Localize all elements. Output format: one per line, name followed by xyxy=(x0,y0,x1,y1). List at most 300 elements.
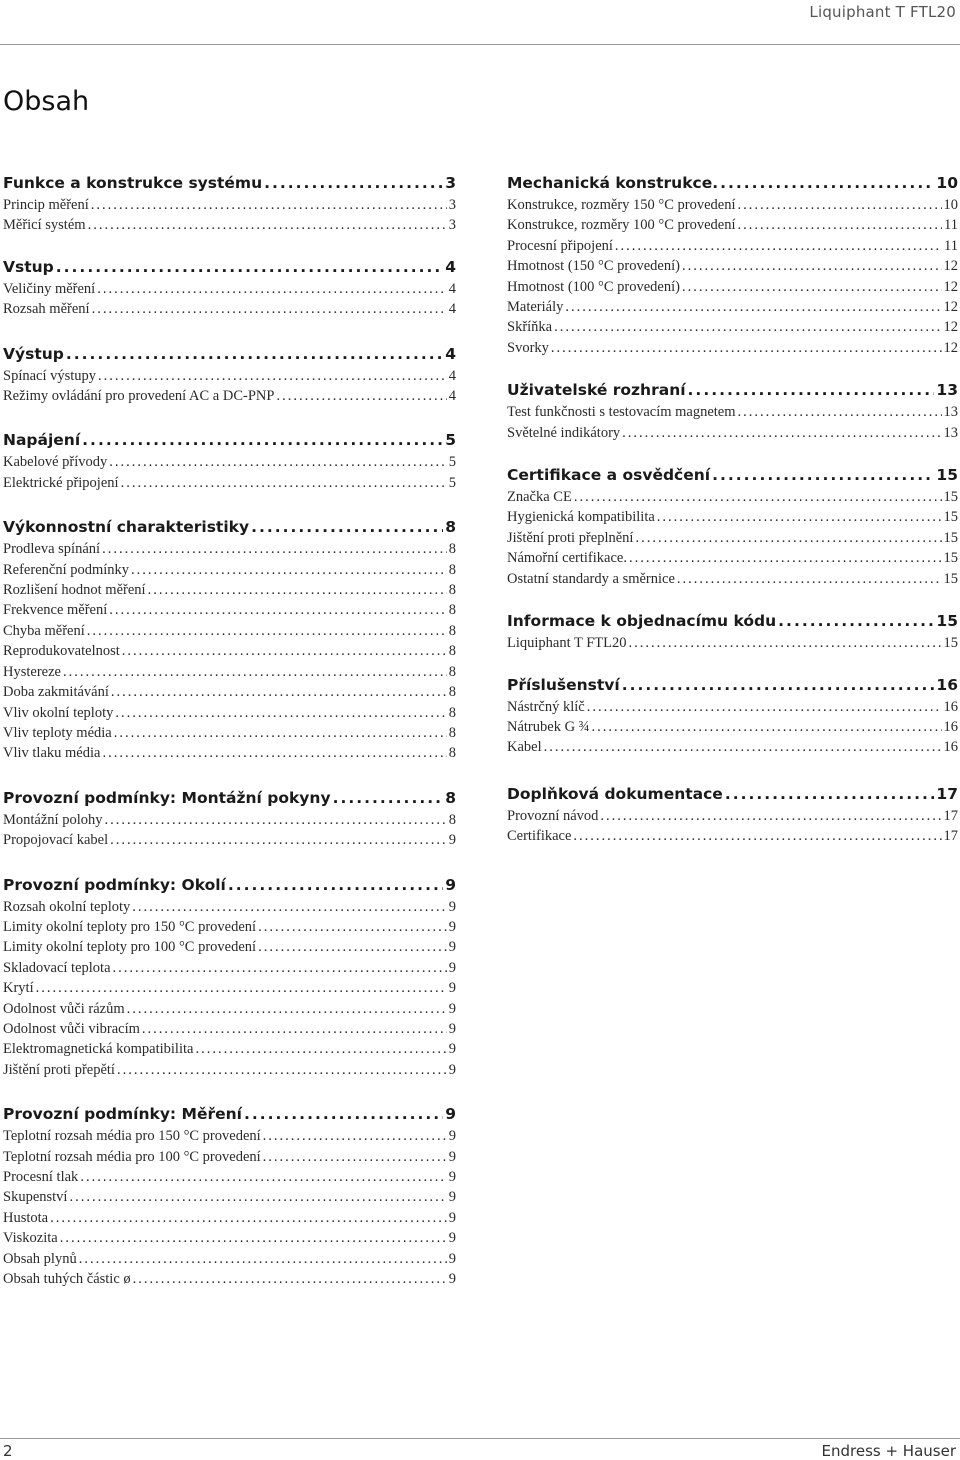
dot-leader xyxy=(66,343,443,366)
toc-section-heading[interactable] xyxy=(3,429,456,452)
toc-page-number: 11 xyxy=(944,237,958,254)
toc-page-number: 4 xyxy=(448,301,456,318)
toc-entry[interactable] xyxy=(507,297,958,317)
dot-leader xyxy=(69,1187,446,1207)
toc-entry[interactable] xyxy=(3,1060,456,1080)
dot-leader xyxy=(592,717,942,737)
dot-leader xyxy=(79,1249,447,1269)
toc-entry-label: Doba zakmitávání xyxy=(3,684,109,701)
toc-entry-label: Chyba měření xyxy=(3,622,85,639)
toc-entry-label: Elektromagnetická kompatibilita xyxy=(3,1041,194,1058)
toc-page-number: 9 xyxy=(448,1189,456,1206)
toc-section-heading[interactable] xyxy=(507,464,958,487)
toc-entry-label: Hustota xyxy=(3,1209,49,1226)
toc-entry[interactable] xyxy=(507,633,958,653)
toc-page-number: 5 xyxy=(448,474,456,491)
toc-entry-label: Konstrukce, rozměry 150 °C provedení xyxy=(507,197,736,213)
toc-section xyxy=(507,172,958,358)
toc-entry[interactable] xyxy=(3,195,456,215)
toc-entry-label: Konstrukce, rozměry 100 °C provedení xyxy=(507,217,736,234)
toc-entry[interactable] xyxy=(507,338,958,358)
toc-entry-label: Jištění proti přepětí xyxy=(3,1061,115,1078)
dot-leader xyxy=(276,386,446,406)
dot-leader xyxy=(142,1019,447,1039)
header-divider xyxy=(0,44,960,45)
dot-leader xyxy=(615,236,942,256)
dot-leader xyxy=(97,279,447,299)
toc-entry-label: Hygienická kompatibilita xyxy=(507,509,655,526)
toc-entry[interactable] xyxy=(3,723,456,743)
toc-entry-label: Teplotní rozsah média pro 100 °C provedení xyxy=(3,1148,261,1165)
toc-entry[interactable] xyxy=(3,1039,456,1059)
toc-entry-label: Kabelové přívody xyxy=(3,454,108,471)
toc-page-number: 12 xyxy=(943,258,958,275)
dot-leader xyxy=(712,464,934,487)
toc-entry[interactable] xyxy=(3,937,456,957)
dot-leader xyxy=(109,600,446,620)
toc-entry[interactable] xyxy=(3,682,456,702)
dot-leader xyxy=(258,917,447,937)
dot-leader xyxy=(132,897,446,917)
dot-leader xyxy=(117,1060,447,1080)
toc-entry[interactable] xyxy=(507,215,958,235)
toc-page-number: 9 xyxy=(448,1061,456,1078)
toc-entry[interactable] xyxy=(3,215,456,235)
dot-leader xyxy=(88,215,447,235)
toc-entry[interactable] xyxy=(507,317,958,337)
toc-entry[interactable] xyxy=(3,1126,456,1146)
toc-entry-label: Skříňka xyxy=(507,319,553,336)
toc-page-number: 13 xyxy=(943,424,958,441)
toc-section-heading[interactable] xyxy=(507,674,958,697)
toc-section xyxy=(3,256,456,320)
toc-page-number: 16 xyxy=(943,698,958,715)
toc-entry-label: Nástrčný klíč xyxy=(507,698,585,715)
toc-page-number: 15 xyxy=(943,529,958,546)
toc-entry-label: Nátrubek G ¾ xyxy=(507,718,590,735)
toc-entry-label: Limity okolní teploty pro 150 °C provedení xyxy=(3,918,257,935)
toc-page-number: 15 xyxy=(943,509,958,526)
toc-entry[interactable] xyxy=(3,641,456,661)
toc-page-number: 8 xyxy=(448,811,456,828)
toc-page-number: 12 xyxy=(943,319,958,336)
toc-entry[interactable] xyxy=(3,1019,456,1039)
toc-entry-label: Značka CE xyxy=(507,489,572,506)
dot-leader xyxy=(50,1208,447,1228)
toc-entry-label: Elektrické připojení xyxy=(3,474,119,491)
toc-page-number: 3 xyxy=(445,174,456,192)
toc-section-heading[interactable] xyxy=(507,379,958,402)
toc-entry[interactable] xyxy=(3,830,456,850)
toc-entry-label: Viskozita xyxy=(3,1230,58,1247)
toc-entry[interactable] xyxy=(3,1208,456,1228)
dot-leader xyxy=(244,1103,443,1126)
toc-entry-label: Svorky xyxy=(507,339,549,356)
toc-right-column xyxy=(507,172,958,847)
toc-page-number: 17 xyxy=(943,807,958,824)
toc-section-heading[interactable] xyxy=(507,783,958,806)
toc-entry-label: Procesní tlak xyxy=(3,1169,79,1185)
page-title: Obsah xyxy=(3,86,90,117)
toc-section xyxy=(3,516,456,763)
toc-page-number: 8 xyxy=(445,518,456,537)
toc-entry[interactable] xyxy=(3,743,456,763)
toc-entry-label: Vliv teploty média xyxy=(3,724,112,741)
toc-section xyxy=(3,874,456,1081)
toc-entry-label: Námořní certifikace. xyxy=(507,550,627,567)
dot-leader xyxy=(258,937,447,957)
toc-entry[interactable] xyxy=(3,452,456,472)
dot-leader xyxy=(720,172,934,195)
toc-page-number: 9 xyxy=(445,1105,456,1124)
toc-page-number: 8 xyxy=(448,704,456,721)
toc-page-number: 12 xyxy=(943,339,958,356)
toc-section-label: Vstup xyxy=(3,257,54,276)
toc-entry-label: Odolnost vůči vibracím xyxy=(3,1020,140,1037)
toc-entry-label: Hmotnost (150 °C provedení) xyxy=(507,258,680,275)
toc-entry-label: Propojovací kabel xyxy=(3,832,109,849)
toc-page-number: 16 xyxy=(936,675,958,694)
toc-entry-label: Hmotnost (100 °C provedení) xyxy=(507,278,680,295)
toc-page-number: 13 xyxy=(943,404,958,421)
toc-page-number: 5 xyxy=(445,431,456,450)
dot-leader xyxy=(98,366,447,386)
toc-entry[interactable] xyxy=(3,1228,456,1248)
dot-leader xyxy=(127,999,447,1019)
dot-leader xyxy=(263,1147,447,1167)
dot-leader xyxy=(677,569,942,589)
dot-leader xyxy=(573,826,941,846)
dot-leader xyxy=(36,978,447,998)
toc-page-number: 8 xyxy=(445,788,456,807)
dot-leader xyxy=(688,379,935,402)
toc-entry[interactable] xyxy=(3,366,456,386)
toc-page-number: 9 xyxy=(448,1041,456,1058)
toc-page-number: 8 xyxy=(448,602,456,619)
toc-page-number: 3 xyxy=(448,197,456,213)
toc-page-number: 9 xyxy=(448,918,456,935)
toc-section xyxy=(3,343,456,407)
toc-entry-label: Reprodukovatelnost xyxy=(3,643,120,660)
toc-page-number: 16 xyxy=(943,739,958,756)
toc-section-label: Výkonnostní charakteristiky xyxy=(3,518,250,537)
toc-entry[interactable] xyxy=(507,548,958,568)
toc-section xyxy=(3,787,456,851)
toc-page-number: 8 xyxy=(448,745,456,762)
toc-entry-label: Prodleva spínání xyxy=(3,541,101,558)
toc-entry[interactable] xyxy=(507,236,958,256)
toc-section-label: Informace k objednacímu kódu xyxy=(507,612,777,631)
toc-entry[interactable] xyxy=(3,1167,456,1187)
toc-entry-label: Jištění proti přeplnění xyxy=(507,529,634,546)
dot-leader xyxy=(148,580,447,600)
dot-leader xyxy=(544,737,942,757)
toc-section-heading[interactable] xyxy=(507,172,958,195)
toc-entry[interactable] xyxy=(507,487,958,507)
toc-section-heading[interactable] xyxy=(3,172,456,195)
toc-page-number: 9 xyxy=(448,1209,456,1226)
toc-entry[interactable] xyxy=(507,737,958,757)
dot-leader xyxy=(725,783,935,806)
toc-section-heading[interactable] xyxy=(3,787,456,810)
dot-leader xyxy=(622,674,935,697)
toc-section-label: Funkce a konstrukce systému xyxy=(3,174,263,192)
footer-divider xyxy=(0,1438,960,1439)
toc-entry-label: Referenční podmínky xyxy=(3,561,130,578)
toc-entry[interactable] xyxy=(507,826,958,846)
toc-entry-label: Ostatní standardy a směrnice xyxy=(507,570,675,587)
toc-page-number: 4 xyxy=(445,344,456,363)
dot-leader xyxy=(587,697,942,717)
toc-page-number: 12 xyxy=(943,299,958,316)
toc-section xyxy=(507,379,958,443)
toc-entry[interactable] xyxy=(507,195,958,215)
document-header-title: Liquiphant T FTL20 xyxy=(809,3,956,21)
dot-leader xyxy=(102,539,447,559)
dot-leader xyxy=(333,787,444,810)
toc-entry-label: Test funkčnosti s testovacím magnetem xyxy=(507,404,736,421)
toc-entry-label: Princip měření xyxy=(3,197,89,213)
toc-section xyxy=(507,783,958,847)
toc-entry[interactable] xyxy=(3,386,456,406)
toc-section-label: Provozní podmínky: Měření xyxy=(3,1105,242,1124)
toc-entry-label: Vliv okolní teploty xyxy=(3,704,114,721)
toc-entry[interactable] xyxy=(507,697,958,717)
toc-entry[interactable] xyxy=(507,806,958,826)
dot-leader xyxy=(263,1126,447,1146)
toc-page-number: 8 xyxy=(448,582,456,599)
toc-page-number: 9 xyxy=(448,939,456,956)
toc-page-number: 15 xyxy=(943,550,958,567)
toc-entry[interactable] xyxy=(3,1249,456,1269)
toc-entry-label: Kabel xyxy=(507,739,542,756)
dot-leader xyxy=(629,548,942,568)
toc-entry[interactable] xyxy=(3,978,456,998)
toc-page-number: 4 xyxy=(448,280,456,297)
toc-entry-label: Hystereze xyxy=(3,663,61,680)
toc-entry-label: Odolnost vůči rázům xyxy=(3,1000,125,1017)
toc-page-number: 9 xyxy=(448,959,456,976)
toc-page-number: 8 xyxy=(448,622,456,639)
toc-entry[interactable] xyxy=(507,256,958,276)
dot-leader xyxy=(109,452,446,472)
toc-entry-label: Obsah tuhých částic ø xyxy=(3,1271,131,1288)
toc-entry[interactable] xyxy=(3,580,456,600)
toc-page-number: 9 xyxy=(448,1000,456,1017)
toc-page-number: 15 xyxy=(943,635,958,652)
toc-page-number: 10 xyxy=(936,174,958,192)
dot-leader xyxy=(111,682,447,702)
toc-page-number: 16 xyxy=(943,718,958,735)
toc-entry[interactable] xyxy=(3,917,456,937)
toc-entry-label: Měřicí systém xyxy=(3,217,86,234)
dot-leader xyxy=(82,429,443,452)
toc-entry-label: Krytí xyxy=(3,980,34,997)
dot-leader xyxy=(737,195,941,215)
toc-entry[interactable] xyxy=(3,279,456,299)
toc-section-label: Certifikace a osvědčení xyxy=(507,466,711,485)
toc-page-number: 15 xyxy=(936,466,958,485)
toc-page-number: 9 xyxy=(448,832,456,849)
toc-entry[interactable] xyxy=(507,507,958,527)
toc-page-number: 9 xyxy=(448,1169,456,1185)
dot-leader xyxy=(629,633,942,653)
toc-page-number: 17 xyxy=(936,784,958,803)
toc-page-number: 9 xyxy=(448,1250,456,1267)
dot-leader xyxy=(737,215,942,235)
toc-section-heading[interactable] xyxy=(3,343,456,366)
dot-leader xyxy=(102,743,446,763)
toc-page-number: 9 xyxy=(448,1271,456,1288)
toc-page-number: 15 xyxy=(943,489,958,506)
toc-entry-label: Obsah plynů xyxy=(3,1250,77,1267)
toc-page-number: 9 xyxy=(448,1020,456,1037)
toc-section xyxy=(3,1103,456,1289)
toc-section-label: Provozní podmínky: Montážní pokyny xyxy=(3,788,331,807)
toc-page-number: 10 xyxy=(943,197,958,213)
dot-leader xyxy=(110,830,447,850)
toc-section-heading[interactable] xyxy=(3,516,456,539)
dot-leader xyxy=(56,256,443,279)
toc-entry[interactable] xyxy=(3,600,456,620)
toc-entry-label: Montážní polohy xyxy=(3,811,103,828)
toc-entry-label: Režimy ovládání pro provedení AC a DC-PNP xyxy=(3,388,275,405)
toc-entry[interactable] xyxy=(3,810,456,830)
toc-entry[interactable] xyxy=(3,621,456,641)
toc-entry[interactable] xyxy=(3,897,456,917)
toc-entry[interactable] xyxy=(3,999,456,1019)
toc-entry[interactable] xyxy=(3,473,456,493)
dot-leader xyxy=(122,641,447,661)
toc-page-number: 12 xyxy=(943,278,958,295)
toc-page-number: 8 xyxy=(448,684,456,701)
dot-leader xyxy=(91,195,447,215)
dot-leader xyxy=(264,172,443,195)
toc-section-heading[interactable] xyxy=(507,610,958,633)
dot-leader xyxy=(251,516,443,539)
toc-page-number: 11 xyxy=(944,217,958,234)
toc-page-number: 9 xyxy=(445,875,456,894)
toc-page-number: 4 xyxy=(448,367,456,384)
toc-section xyxy=(3,172,456,236)
dot-leader xyxy=(778,610,934,633)
toc-entry[interactable] xyxy=(507,423,958,443)
toc-entry[interactable] xyxy=(3,299,456,319)
toc-section-label: Uživatelské rozhraní xyxy=(507,381,686,400)
toc-page-number: 17 xyxy=(943,828,958,845)
dot-leader xyxy=(60,1228,447,1248)
toc-page-number: 8 xyxy=(448,561,456,578)
toc-entry-label: Vliv tlaku média xyxy=(3,745,101,762)
toc-section-heading[interactable] xyxy=(3,1103,456,1126)
dot-leader xyxy=(635,528,941,548)
dot-leader xyxy=(682,256,942,276)
toc-entry[interactable] xyxy=(3,560,456,580)
toc-entry[interactable] xyxy=(507,528,958,548)
toc-page-number: 9 xyxy=(448,1148,456,1165)
dot-leader xyxy=(131,560,447,580)
toc-section xyxy=(3,429,456,493)
dot-leader xyxy=(87,621,447,641)
dot-leader xyxy=(228,874,443,897)
dot-leader xyxy=(92,299,447,319)
toc-entry-label: Rozsah okolní teploty xyxy=(3,898,131,915)
toc-entry[interactable] xyxy=(3,703,456,723)
toc-page-number: 13 xyxy=(936,381,958,400)
toc-entry[interactable] xyxy=(507,277,958,297)
toc-entry-label: Veličiny měření xyxy=(3,280,96,297)
toc-section-heading[interactable] xyxy=(3,256,456,279)
toc-entry[interactable] xyxy=(3,1147,456,1167)
toc-page-number: 8 xyxy=(448,643,456,660)
toc-page-number: 8 xyxy=(448,541,456,558)
toc-entry-label: Frekvence měření xyxy=(3,602,108,619)
toc-entry[interactable] xyxy=(3,1269,456,1289)
toc-page-number: 9 xyxy=(448,980,456,997)
dot-leader xyxy=(104,810,446,830)
toc-entry-label: Světelné indikátory xyxy=(507,424,621,441)
toc-page-number: 9 xyxy=(448,1128,456,1145)
toc-page-number: 3 xyxy=(448,217,456,234)
toc-entry-label: Certifikace xyxy=(507,828,572,845)
dot-leader xyxy=(565,297,941,317)
dot-leader xyxy=(682,277,942,297)
toc-entry-label: Provozní návod xyxy=(507,807,599,824)
dot-leader xyxy=(121,473,447,493)
toc-entry-label: Rozlišení hodnot měření xyxy=(3,582,146,599)
toc-entry[interactable] xyxy=(507,717,958,737)
toc-section xyxy=(507,610,958,653)
toc-entry-label: Materiály xyxy=(507,299,564,316)
toc-page-number: 9 xyxy=(448,898,456,915)
toc-entry[interactable] xyxy=(507,402,958,422)
toc-entry[interactable] xyxy=(507,569,958,589)
toc-section xyxy=(507,674,958,758)
dot-leader xyxy=(600,806,941,826)
dot-leader xyxy=(738,402,942,422)
dot-leader xyxy=(63,662,447,682)
toc-entry-label: Limity okolní teploty pro 100 °C provedení xyxy=(3,939,257,956)
toc-entry-label: Spínací výstupy xyxy=(3,367,97,384)
toc-section-heading[interactable] xyxy=(3,874,456,897)
dot-leader xyxy=(554,317,941,337)
toc-page-number: 5 xyxy=(448,454,456,471)
toc-entry-label: Teplotní rozsah média pro 150 °C provedení xyxy=(3,1128,261,1145)
dot-leader xyxy=(195,1039,446,1059)
toc-entry-label: Skladovací teplota xyxy=(3,959,111,976)
toc-entry[interactable] xyxy=(3,662,456,682)
toc-page-number: 15 xyxy=(943,570,958,587)
toc-entry[interactable] xyxy=(3,539,456,559)
toc-section xyxy=(507,464,958,589)
toc-entry[interactable] xyxy=(3,958,456,978)
dot-leader xyxy=(133,1269,447,1289)
toc-entry-label: Rozsah měření xyxy=(3,301,90,318)
dot-leader xyxy=(551,338,942,358)
toc-entry-label: Skupenství xyxy=(3,1189,68,1206)
toc-section-label: Výstup xyxy=(3,344,64,363)
brand-name: Endress + Hauser xyxy=(821,1442,956,1460)
dot-leader xyxy=(574,487,942,507)
dot-leader xyxy=(115,703,446,723)
page-number: 2 xyxy=(3,1442,13,1460)
toc-entry[interactable] xyxy=(3,1187,456,1207)
toc-page-number: 4 xyxy=(448,388,456,405)
toc-section-label: Příslušenství xyxy=(507,675,620,694)
toc-entry-label: Liquiphant T FTL20 xyxy=(507,635,627,652)
toc-section-label: Mechanická konstrukce. xyxy=(507,174,719,192)
dot-leader xyxy=(657,507,942,527)
